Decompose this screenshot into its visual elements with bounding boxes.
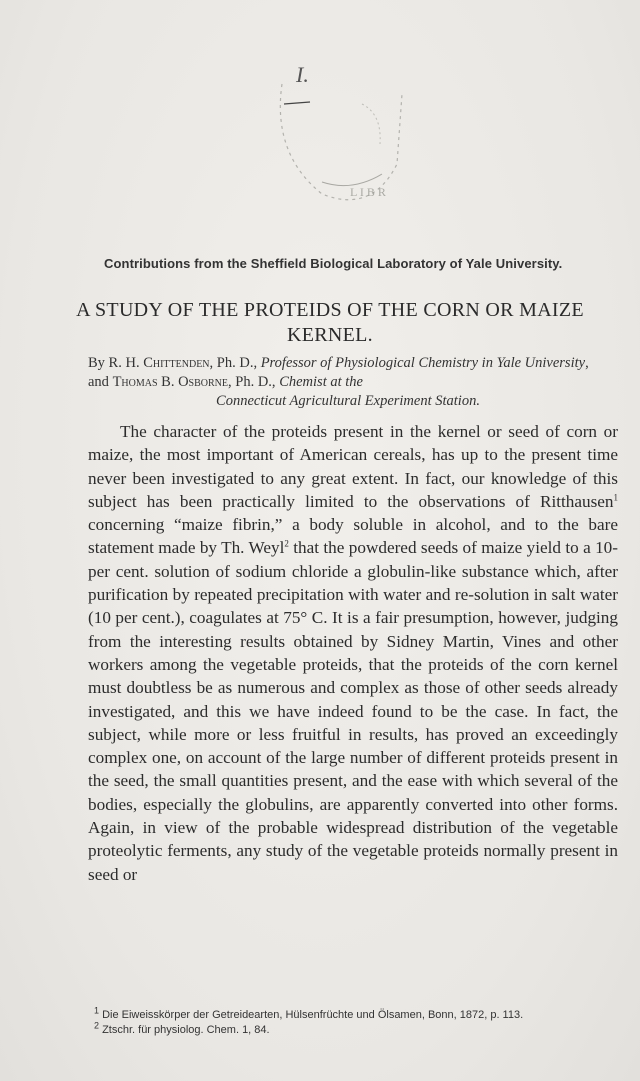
article-title: A STUDY OF THE PROTEIDS OF THE CORN OR MAIZE KERNEL. (76, 299, 584, 346)
byline (88, 354, 608, 411)
footnote-ref[interactable]: 1 (613, 492, 618, 503)
library-stamp-icon (262, 64, 412, 214)
author-degree: , Ph. D., (228, 374, 280, 390)
svg-text:L I B R: L I B R (350, 185, 386, 199)
body-text-segment: that the powdered seeds of maize yield to a 10-per cent. solution of sodium chloride a globulin-like substance which, after purification by repeated precipitation with water and re-solution in salt water (10 per cent.), coagulates at 75° C. It is a fair presumption, however, judging from the interesting results obtained by Sidney Martin, Vines and other workers among the vegetable proteids, that the proteids of the corn kernel must doubtless be as numerous and complex as those of other seeds already investigated, and this we have indeed found to be the case. In fact, the subject, while more or less fruitful in results, has proved an exceedingly complex one, on account of the large number of different proteids present in the seed, the small quantities present, and the ease with which several of the bodies, especially the globulins, are apparently converted into other forms. Again, in view of the probable widespread distribution of the vegetable proteolytic ferments, any study of the vegetable proteids normally present in seed or (88, 538, 618, 884)
author-role: Professor of Physiological Chemistry in Yale University (260, 355, 586, 371)
byline-by: By R. H. (88, 355, 144, 371)
footnote-ref[interactable]: 2 (284, 538, 289, 549)
footnote (94, 1020, 624, 1038)
body-text-segment: The character of the proteids present in the kernel or seed of corn or maize, the most important of American cereals, has up to the present time never been investigated to any great extent. In fact, our knowledge of this subject has been practically limited to the observations of Ritthausen (88, 422, 618, 511)
author-role-continued: Connecticut Agricultural Experiment Station. (216, 393, 480, 409)
author-role: Chemist at the (279, 374, 363, 390)
series-heading: Contributions from the Sheffield Biological Laboratory of Yale University. (104, 256, 563, 271)
article-body (88, 420, 618, 886)
author-name: Chittenden (143, 355, 210, 371)
footnotes (94, 1005, 624, 1038)
body-text-segment: concerning “maize fibrin,” a body soluble in alcohol, and to the bare statement made by Th. Weyl (88, 515, 618, 558)
footnote (94, 1005, 624, 1023)
author-degree: , Ph. D., (209, 355, 261, 371)
author-name: Thomas B. Osborne (112, 374, 229, 390)
body-paragraph (88, 420, 618, 886)
byline-conjunction: , and (88, 355, 589, 390)
footnote-mark: 2 (94, 1020, 100, 1031)
footnote-text: Die Eiweisskörper der Getreidearten, Hülsenfrüchte und Ölsamen, Bonn, 1872, p. 113. (99, 1009, 524, 1021)
accession-mark: I. (296, 62, 309, 87)
footnote-text: Ztschr. für physiolog. Chem. 1, 84. (99, 1024, 270, 1036)
footnote-mark: 1 (94, 1005, 100, 1016)
